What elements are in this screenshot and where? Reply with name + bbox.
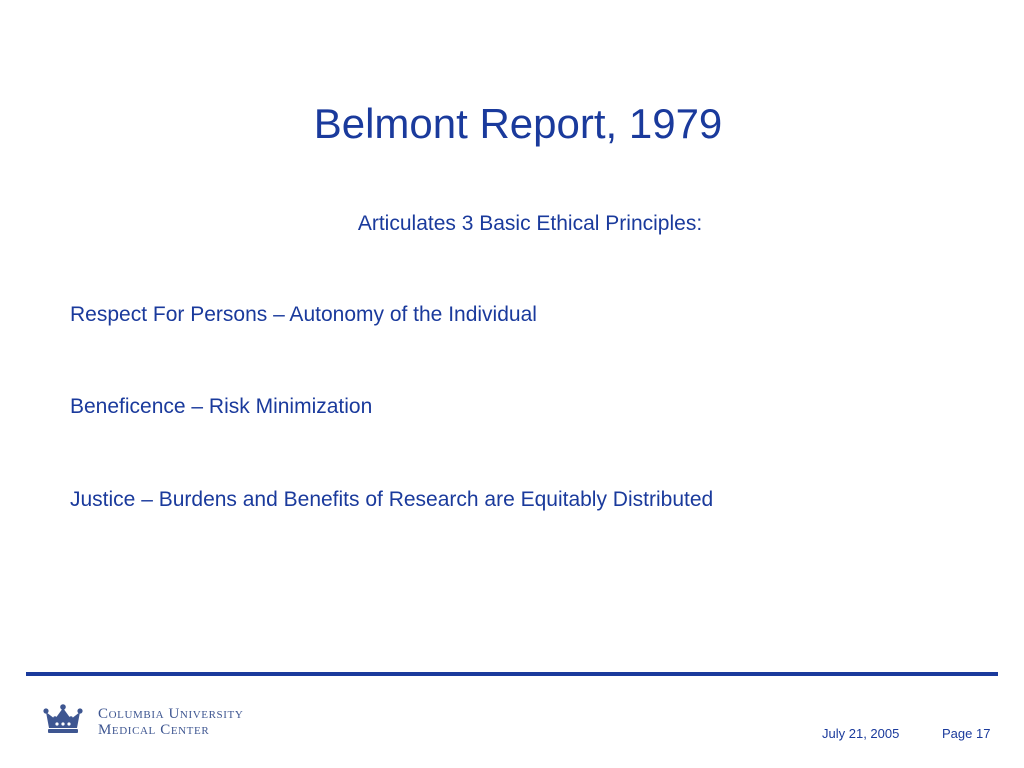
slide-subtitle: Articulates 3 Basic Ethical Principles: [357,212,703,235]
principle-respect-for-persons: Respect For Persons – Autonomy of the Individual [70,303,537,326]
slide-title: Belmont Report, 1979 [313,100,723,147]
organization-name [98,706,243,738]
crown-icon [40,702,86,738]
footer-divider [26,672,998,676]
footer-date: July 21, 2005 [822,726,900,741]
page-number: Page 17 [942,726,991,741]
principle-beneficence: Beneficence – Risk Minimization [70,395,373,418]
organization-name-line1: Columbia University [98,706,244,722]
organization-name-line2: Medical Center [98,722,210,738]
principle-justice: Justice – Burdens and Benefits of Research are Equitably Distributed [70,488,714,511]
